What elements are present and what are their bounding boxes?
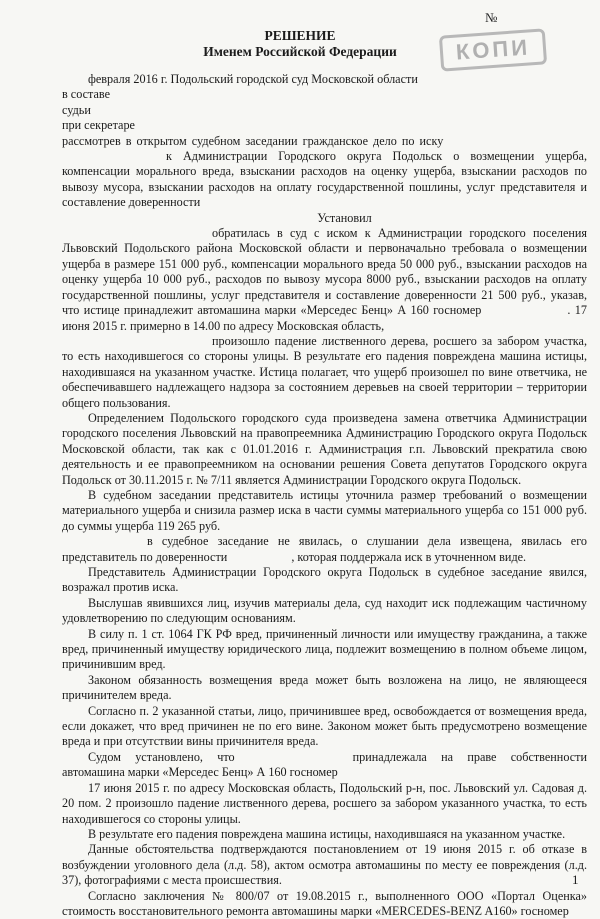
paragraph-1-tail: . 17 июня 2015 г. примерно в 14.00 по адресу Московская область, <box>62 303 587 333</box>
document-subtitle: Именем Российской Федерации <box>203 44 397 59</box>
paragraph-4: В судебном заседании представитель истицы уточнила размер требований о возмещении материального ущерба и снизила размер иска в части суммы материального ущерба со 151 000 руб. до суммы ущерба 119 265 руб. <box>62 487 587 533</box>
paragraph-5 <box>62 534 587 565</box>
paragraph-11-text-b: принадлежала на праве собственности автомашина марки «Мерседес Бенц» А 160 госномер <box>62 749 587 780</box>
case-number-label: № <box>485 10 498 25</box>
paragraph-12: 17 июня 2015 г. по адресу Московская область, Подольский р-н, пос. Львовский ул. Садовая д. 20 пом. 2 произошло падение лиственного дерева, росшего за забором указанного участка, то есть находившегося со стороны улицы. <box>62 780 587 826</box>
paragraph-15: Согласно заключения № 800/07 от 19.08.2015 г., выполненного ООО «Портал Оценка» стоимость восстановительного ремонта автомашины марки «MERCEDES-BENZ A160» госномер <box>62 888 587 918</box>
paragraph-10: Согласно п. 2 указанной статьи, лицо, причинившее вред, освобождается от возмещения вреда, если докажет, что вред причинен не по его вине. Законом может быть предусмотрено возмещение вреда и при отсутствии вины причинителя вреда. <box>62 703 587 749</box>
paragraph-14: Данные обстоятельства подтверждаются постановлением от 19 июня 2015 г. об отказе в возбуждении уголовного дела (л.д. 58), актом осмотра автомашины по месту ее повреждения (л.д. 37), фотографиями с места происшествия. <box>62 842 587 888</box>
document-title: РЕШЕНИЕ <box>264 28 336 43</box>
paragraph-8: В силу п. 1 ст. 1064 ГК РФ вред, причиненный личности или имуществу гражданина, а также вред, причиненный имуществу юридического лица, подлежит возмещению в полном объеме лицом, причинившим вред. <box>62 626 587 672</box>
judge-line: судьи <box>62 102 91 117</box>
secretary-line: при секретаре <box>62 118 135 133</box>
paragraph-9: Законом обязанность возмещения вреда может быть возложена на лицо, не являющееся причинителем вреда. <box>62 672 587 703</box>
paragraph-11 <box>62 750 587 781</box>
copy-stamp: КОПИ <box>439 28 547 71</box>
paragraph-2: произошло падение лиственного дерева, росшего за забором участка, то есть находившегося со стороны улицы. В результате его падения повреждена машина истицы, находившаяся на указанном участке. Истица полагает, что ущерб произошел по вине ответчика, не обеспечивавшего надлежащего надзора за состоянием деревьев на своей территории – территории общего пользования. <box>62 333 587 410</box>
paragraph-6: Представитель Администрации Городского округа Подольск в судебное заседание явился, возражал против иска. <box>62 565 587 595</box>
established-heading: Установил <box>317 210 372 225</box>
page-number: 1 <box>572 872 579 887</box>
claim-paragraph: к Администрации Городского округа Подольск о возмещении ущерба, компенсации морального вреда, взыскании расходов на оценку ущерба, взыскании расходов по вывозу мусора, взыскании расходов на оплату государственной пошлины, услуг представителя и составление доверенности <box>62 149 587 210</box>
paragraph-1 <box>62 226 587 334</box>
paragraph-13: В результате его падения повреждена машина истицы, находившаяся на указанном участке. <box>88 826 566 841</box>
paragraph-1-text: обратилась в суд с иском к Администрации городского поселения Львовский Подольского района Московской области и первоначально требовала о возмещении ущерба в размере 151 000 руб., компенсации морального вреда 50 000 руб., взыскании расходов на оценку ущерба 10 000 руб., расходов по вывозу мусора 8000 руб., взыскании расходов на оплату государственной пошлины, услуг представителя и составление доверенности 21 500 руб., указав, что истице принадлежит автомашина марки «Мерседес Бенц» А 160 госномер <box>62 226 587 318</box>
paragraph-3: Определением Подольского городского суда произведена замена ответчика Администрации городского поселения Львовский на правопреемника Администрацию Городского округа Подольск Московской области, так как с 01.01.2016 г. Администрация г.п. Львовский прекратила свою деятельность и ее правопреемником на основании решения Совета депутатов Городского округа Подольск от 30.11.2015 г. № 7/11 является Администрации Городского округа Подольск. <box>62 410 587 487</box>
paragraph-11-text-a: Судом установлено, что <box>88 749 235 764</box>
paragraph-5-text-a: в судебное заседание не явилась, о слушании дела извещена, явилась его представитель по доверенности <box>62 534 587 564</box>
date-court-line: февраля 2016 г. Подольский городской суд Московской области <box>88 72 418 86</box>
document-body <box>62 72 587 919</box>
paragraph-7: Выслушав явившихся лиц, изучив материалы дела, суд находит иск подлежащим частичному удовлетворению по следующим основаниям. <box>62 595 587 626</box>
composition-line: в составе <box>62 87 110 102</box>
case-intro-line: рассмотрев в открытом судебном заседании гражданское дело по иску <box>62 133 444 148</box>
paragraph-5-text-b: , которая поддержала иск в уточненном виде. <box>291 549 527 564</box>
